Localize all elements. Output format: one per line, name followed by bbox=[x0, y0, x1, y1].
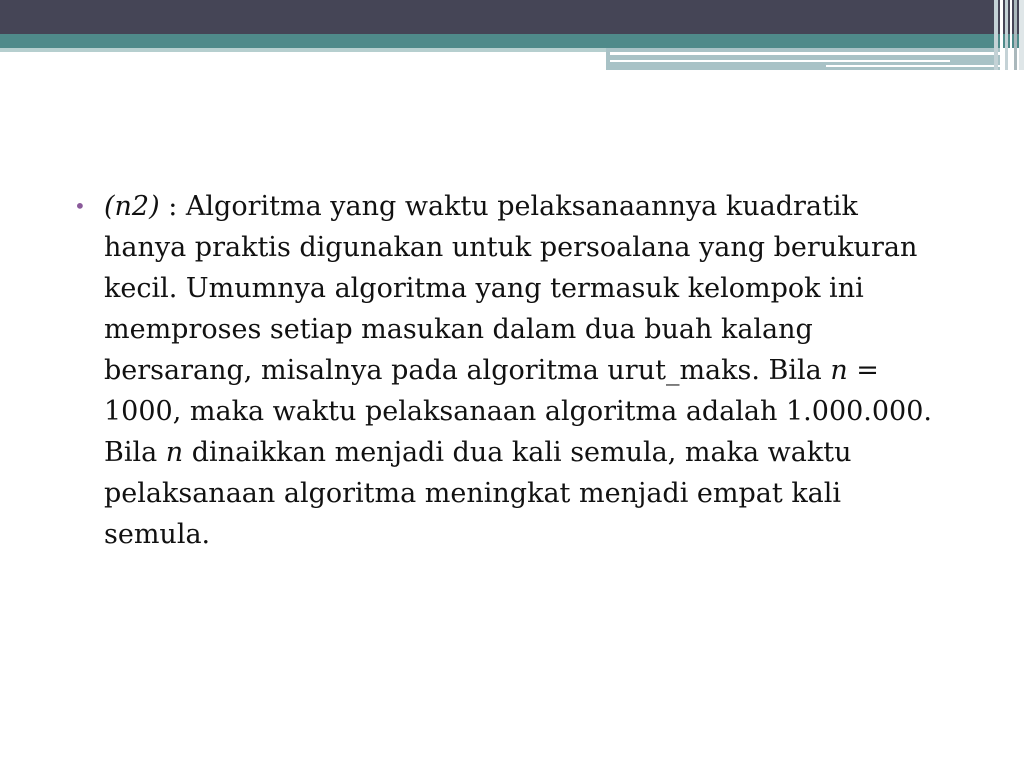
complexity-label: (n2) bbox=[104, 191, 160, 222]
header-light-band bbox=[0, 48, 610, 52]
variable-n: n bbox=[165, 437, 184, 468]
header-vertical-stripe bbox=[994, 0, 998, 70]
bullet-item bbox=[72, 186, 952, 555]
variable-n: n bbox=[830, 355, 848, 386]
text-segment: = 1000, maka waktu pelaksanaan algoritma adalah 1.000.000. Bila bbox=[104, 355, 932, 468]
text-segment: : Algoritma yang waktu pelaksanaannya kuadratik hanya praktis digunakan untuk persoalana yang berukuran kecil. Umumnya algoritma yang termasuk kelompok ini memproses setiap masukan dalam dua buah kalang bersarang, misalnya pada algoritma urut_maks. Bila bbox=[104, 191, 918, 386]
header-vertical-stripe bbox=[1014, 0, 1017, 70]
header-vertical-stripe bbox=[1010, 0, 1012, 70]
header-right-line bbox=[826, 65, 1002, 67]
slide-body bbox=[72, 186, 952, 555]
header-right-line bbox=[610, 52, 1002, 55]
header-vertical-stripe bbox=[1000, 0, 1003, 70]
text-segment: dinaikkan menjadi dua kali semula, maka waktu pelaksanaan algoritma meningkat menjadi empat kali semula. bbox=[104, 437, 852, 550]
bullet-marker: • bbox=[74, 194, 86, 218]
bullet-text bbox=[104, 186, 934, 555]
header-right-line bbox=[610, 60, 950, 62]
header-vertical-stripe bbox=[1019, 0, 1024, 70]
header-dark-band bbox=[0, 0, 1024, 34]
header-vertical-stripe bbox=[1005, 0, 1008, 70]
header-teal-band bbox=[0, 34, 1024, 48]
